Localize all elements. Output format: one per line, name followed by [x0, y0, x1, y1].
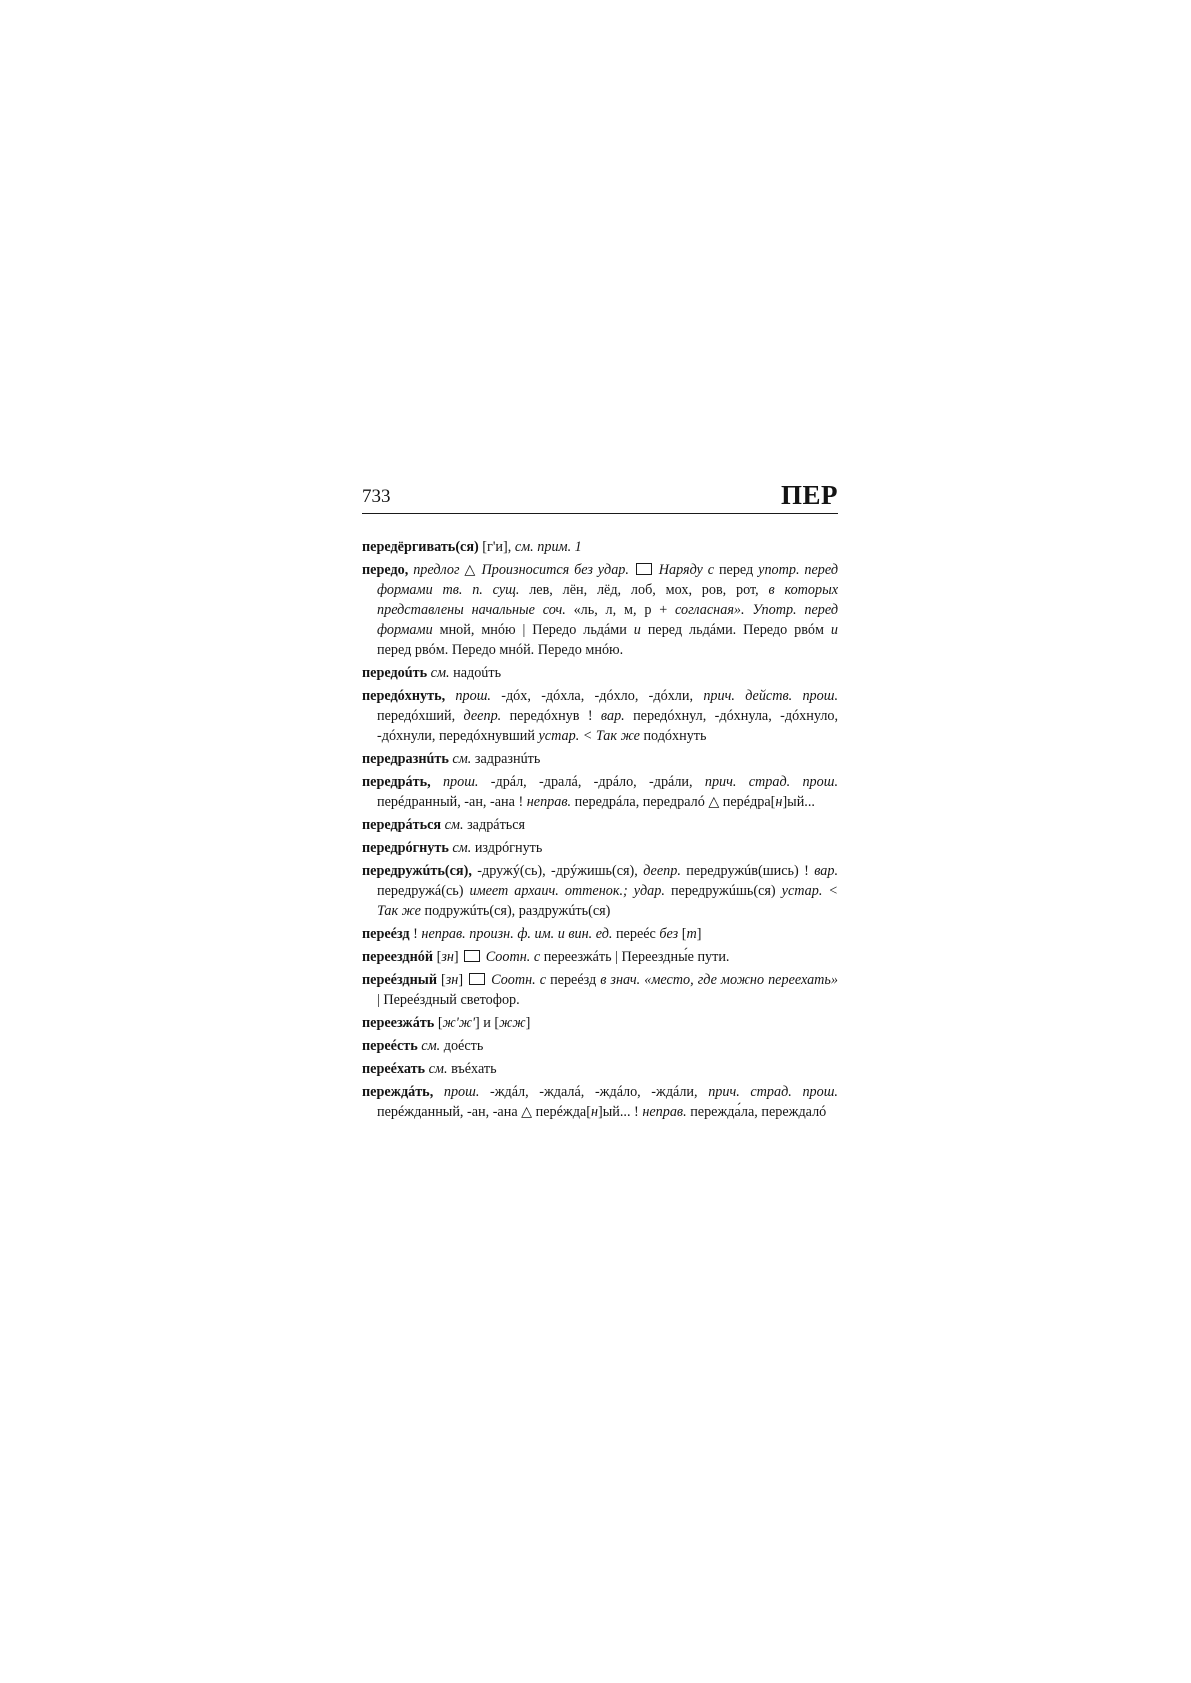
italic-text: см.: [444, 817, 468, 833]
entry-text: доéсть: [443, 1038, 484, 1054]
entries-list: [362, 537, 838, 1122]
italic-text: прич. действ. прош.: [703, 688, 839, 704]
headword: переéхать: [362, 1061, 429, 1077]
entry-text: -дóх, -дóхла, -дóхло, -дóхли,: [501, 688, 704, 704]
italic-text: жж: [499, 1015, 526, 1031]
italic-text: зн: [441, 949, 454, 965]
italic-text: неправ.: [526, 794, 575, 810]
entry-text: передружúв(шись) !: [686, 863, 815, 879]
entry-text: подóхнуть: [643, 728, 707, 744]
entry-text: «ль, л, м, р +: [573, 602, 676, 618]
entry-text: лев, лён, лёд, лоб, мох, ров, рот,: [529, 582, 769, 598]
running-head: ПЕР: [780, 480, 838, 510]
italic-text: см.: [428, 1061, 452, 1077]
entry-text: задразнúть: [474, 751, 541, 767]
italic-text: предлог △ Произносится без удар.: [413, 562, 634, 578]
italic-text: ж'ж': [442, 1015, 476, 1031]
italic-text: прич. страд. прош.: [704, 774, 838, 790]
dictionary-entry: [362, 838, 838, 858]
dictionary-entry: [362, 947, 838, 967]
italic-text: см.: [430, 665, 454, 681]
italic-text: в знач. «место, где можно переехать»: [600, 972, 838, 988]
entry-text: задрáться: [467, 817, 526, 833]
entry-text: перед: [718, 562, 759, 578]
entry-text: ]: [696, 926, 702, 942]
italic-text: Наряду с: [653, 562, 719, 578]
entry-text: | Переéздный светофор.: [377, 992, 520, 1008]
italic-text: см. прим. 1: [514, 539, 582, 555]
entry-text: переéзд: [550, 972, 601, 988]
dictionary-entry: [362, 861, 838, 921]
entry-text: -дрáл, -дралá, -дрáло, -дрáли,: [490, 774, 705, 790]
italic-text: н: [775, 794, 783, 810]
header-rule: [362, 513, 838, 514]
entry-text: перед льдáми. Передо рвóм: [647, 622, 831, 638]
italic-text: см.: [452, 840, 475, 856]
italic-text: и: [830, 622, 839, 638]
headword: переéздный: [362, 972, 442, 988]
italic-text: см.: [452, 751, 475, 767]
entry-text: ]ый... !: [598, 1104, 643, 1120]
page-header: [362, 475, 838, 509]
italic-text: без: [659, 926, 682, 942]
entry-text: переéс: [615, 926, 660, 942]
italic-text: и: [633, 622, 648, 638]
italic-text: устар. < Так же: [538, 728, 644, 744]
entry-text: ]: [453, 949, 463, 965]
entry-text: [: [441, 972, 446, 988]
headword: передо,: [362, 562, 414, 578]
italic-text: деепр.: [463, 708, 510, 724]
entry-text: въéхать: [451, 1061, 497, 1077]
entry-text: ] и [: [475, 1015, 500, 1031]
italic-text: в которых представлены начальные соч.: [377, 582, 839, 618]
italic-text: имеет архаич. оттенок.; удар.: [469, 883, 671, 899]
headword: передружúть(ся),: [362, 863, 478, 879]
italic-text: неправ.: [642, 1104, 691, 1120]
entry-text: передрáла, передралó △ перéдра[: [574, 794, 776, 810]
entry-text: передóхший,: [377, 708, 464, 724]
headword: передёргивать(ся): [362, 539, 479, 555]
headword: переéзд: [362, 926, 414, 942]
headword: переезжáть: [362, 1015, 438, 1031]
entry-text: перéжданный, -ан, -ана △ перéжда[: [377, 1104, 591, 1120]
italic-text: т: [686, 926, 697, 942]
dictionary-entry: [362, 560, 838, 660]
italic-text: прич. страд. прош.: [708, 1084, 838, 1100]
italic-text: вар.: [814, 863, 838, 879]
italic-text: устар. < Так же: [377, 883, 838, 919]
entry-text: переезжáть | Переездны́е пути.: [543, 949, 730, 965]
italic-text: см.: [421, 1038, 444, 1054]
italic-text: Соотн. с: [482, 949, 544, 965]
entry-text: издрóгнуть: [474, 840, 543, 856]
dictionary-entry: [362, 749, 838, 769]
dictionary-entry: [362, 815, 838, 835]
italic-text: вар.: [600, 708, 634, 724]
dictionary-entry: [362, 663, 838, 683]
entry-text: [г'и],: [478, 539, 515, 555]
italic-text: деепр.: [643, 863, 687, 879]
dictionary-page: [362, 475, 838, 1125]
dictionary-entry: [362, 537, 838, 557]
italic-text: Соотн. с: [487, 972, 551, 988]
dictionary-entry: [362, 1082, 838, 1122]
entry-text: передружá(сь): [377, 883, 470, 899]
box-symbol-icon: [464, 950, 480, 962]
entry-text: [: [436, 949, 442, 965]
entry-text: подружúть(ся), раздружúть(ся): [424, 903, 611, 919]
dictionary-entry: [362, 686, 838, 746]
headword: передрáть,: [362, 774, 443, 790]
entry-text: перед рвóм. Передо мнóй. Передо мнóю.: [377, 642, 624, 658]
headword: переéсть: [362, 1038, 422, 1054]
italic-text: зн: [445, 972, 459, 988]
dictionary-entry: [362, 924, 838, 944]
italic-text: н: [590, 1104, 598, 1120]
entry-text: [: [437, 1015, 443, 1031]
headword: переезднóй: [362, 949, 437, 965]
entry-text: -ждáл, -ждалá, -ждáло, -ждáли,: [489, 1084, 709, 1100]
entry-text: передóхнул, -дóхнула, -дóхнуло, -дóхнули, передóхнувший: [377, 708, 839, 744]
italic-text: употр. перед формами тв. п. сущ.: [377, 562, 839, 598]
entry-text: !: [413, 926, 422, 942]
box-symbol-icon: [636, 563, 652, 575]
entry-text: ]ый...: [782, 794, 815, 810]
entry-text: передружúшь(ся): [670, 883, 782, 899]
italic-text: прош.: [455, 688, 502, 704]
italic-text: неправ. произн. ф. им. и вин. ед.: [421, 926, 616, 942]
entry-text: надоúть: [453, 665, 502, 681]
entry-text: передóхнув !: [509, 708, 601, 724]
headword: переждáть,: [362, 1084, 444, 1100]
headword: передразнúть: [362, 751, 453, 767]
entry-text: мной, мнóю | Передо льдáми: [439, 622, 634, 638]
headword: передóхнуть,: [362, 688, 456, 704]
dictionary-entry: [362, 1036, 838, 1056]
italic-text: прош.: [442, 774, 491, 790]
headword: передоúть: [362, 665, 431, 681]
italic-text: прош.: [443, 1084, 490, 1100]
dictionary-entry: [362, 1059, 838, 1079]
dictionary-entry: [362, 772, 838, 812]
entry-text: пережда́ла, переждалó: [690, 1104, 827, 1120]
entry-text: перéдранный, -ан, -ана !: [377, 794, 527, 810]
headword: передрóгнуть: [362, 840, 453, 856]
dictionary-entry: [362, 1013, 838, 1033]
entry-text: ]: [525, 1015, 531, 1031]
entry-text: ]: [458, 972, 468, 988]
box-symbol-icon: [469, 973, 485, 985]
entry-text: -дружý(сь), -дрýжишь(ся),: [477, 863, 644, 879]
headword: передрáться: [362, 817, 445, 833]
italic-text: согласная». Употр. перед формами: [377, 602, 838, 638]
entry-text: [: [681, 926, 687, 942]
page-number: 733: [362, 486, 391, 507]
dictionary-entry: [362, 970, 838, 1010]
